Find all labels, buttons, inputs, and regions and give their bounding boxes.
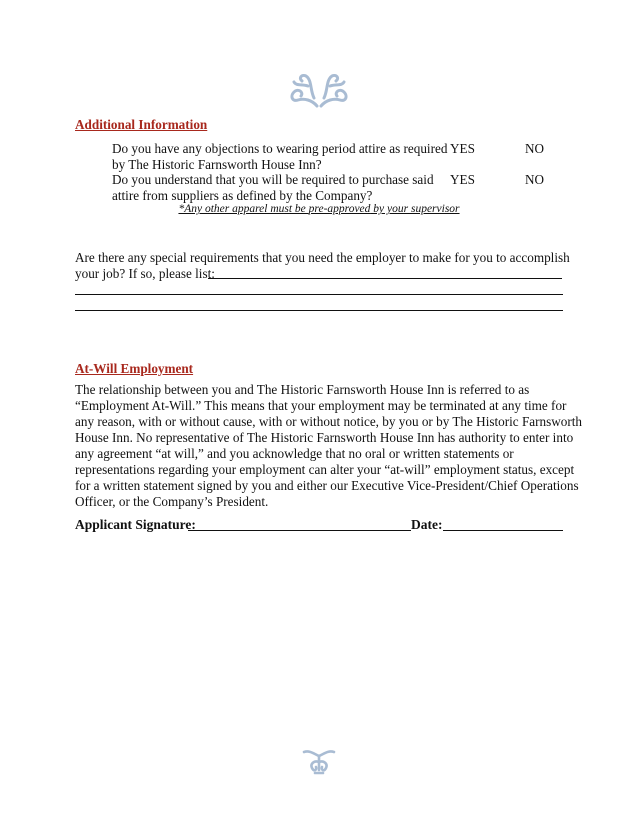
floral-scroll-ornament-icon — [284, 70, 354, 110]
yes-option[interactable]: YES — [450, 141, 475, 156]
special-requirements-line-1[interactable] — [208, 278, 562, 279]
question-text: Do you have any objections to wearing period attire as required by The Historic Farnsworth House Inn? — [112, 141, 448, 172]
question-text: Do you understand that you will be required to purchase said attire from suppliers as defined by the Company? — [112, 172, 434, 203]
fleur-ornament-icon — [302, 748, 336, 776]
applicant-signature-label: Applicant Signature: — [75, 517, 196, 532]
special-requirements-line-2[interactable] — [75, 294, 563, 295]
applicant-signature-field[interactable] — [188, 530, 411, 531]
date-field[interactable] — [443, 530, 563, 531]
yes-option[interactable]: YES — [450, 172, 475, 187]
apparel-note: *Any other apparel must be pre-approved by your supervisor — [178, 203, 460, 215]
no-option[interactable]: NO — [525, 141, 545, 156]
no-option[interactable]: NO — [525, 172, 545, 187]
note-emphasis: pre-approved — [308, 203, 371, 215]
special-requirements-question: Are there any special requirements that you need the employer to make for you to accomplish your job? If so, please list: — [75, 250, 570, 281]
at-will-paragraph: The relationship between you and The Historic Farnsworth House Inn is referred to as “Employment At-Will.” This means that your employment may be terminated at any time for any reason, with or without cause, with or without notice, by you or by The Historic Farnsworth House Inn. No representative of The Historic Farnsworth House Inn has authority to enter into any agreement “at will,” and you acknowledge that no oral or written statements or representations regarding your employment can alter your “at-will” employment status, except for a written statement signed by you and either our Executive Vice-President/Chief Operations Officer, or the Company’s President. — [75, 382, 583, 509]
additional-information-heading: Additional Information — [75, 117, 208, 132]
date-label: Date: — [411, 517, 443, 532]
at-will-employment-heading: At-Will Employment — [75, 361, 194, 376]
special-requirements-line-3[interactable] — [75, 310, 563, 311]
